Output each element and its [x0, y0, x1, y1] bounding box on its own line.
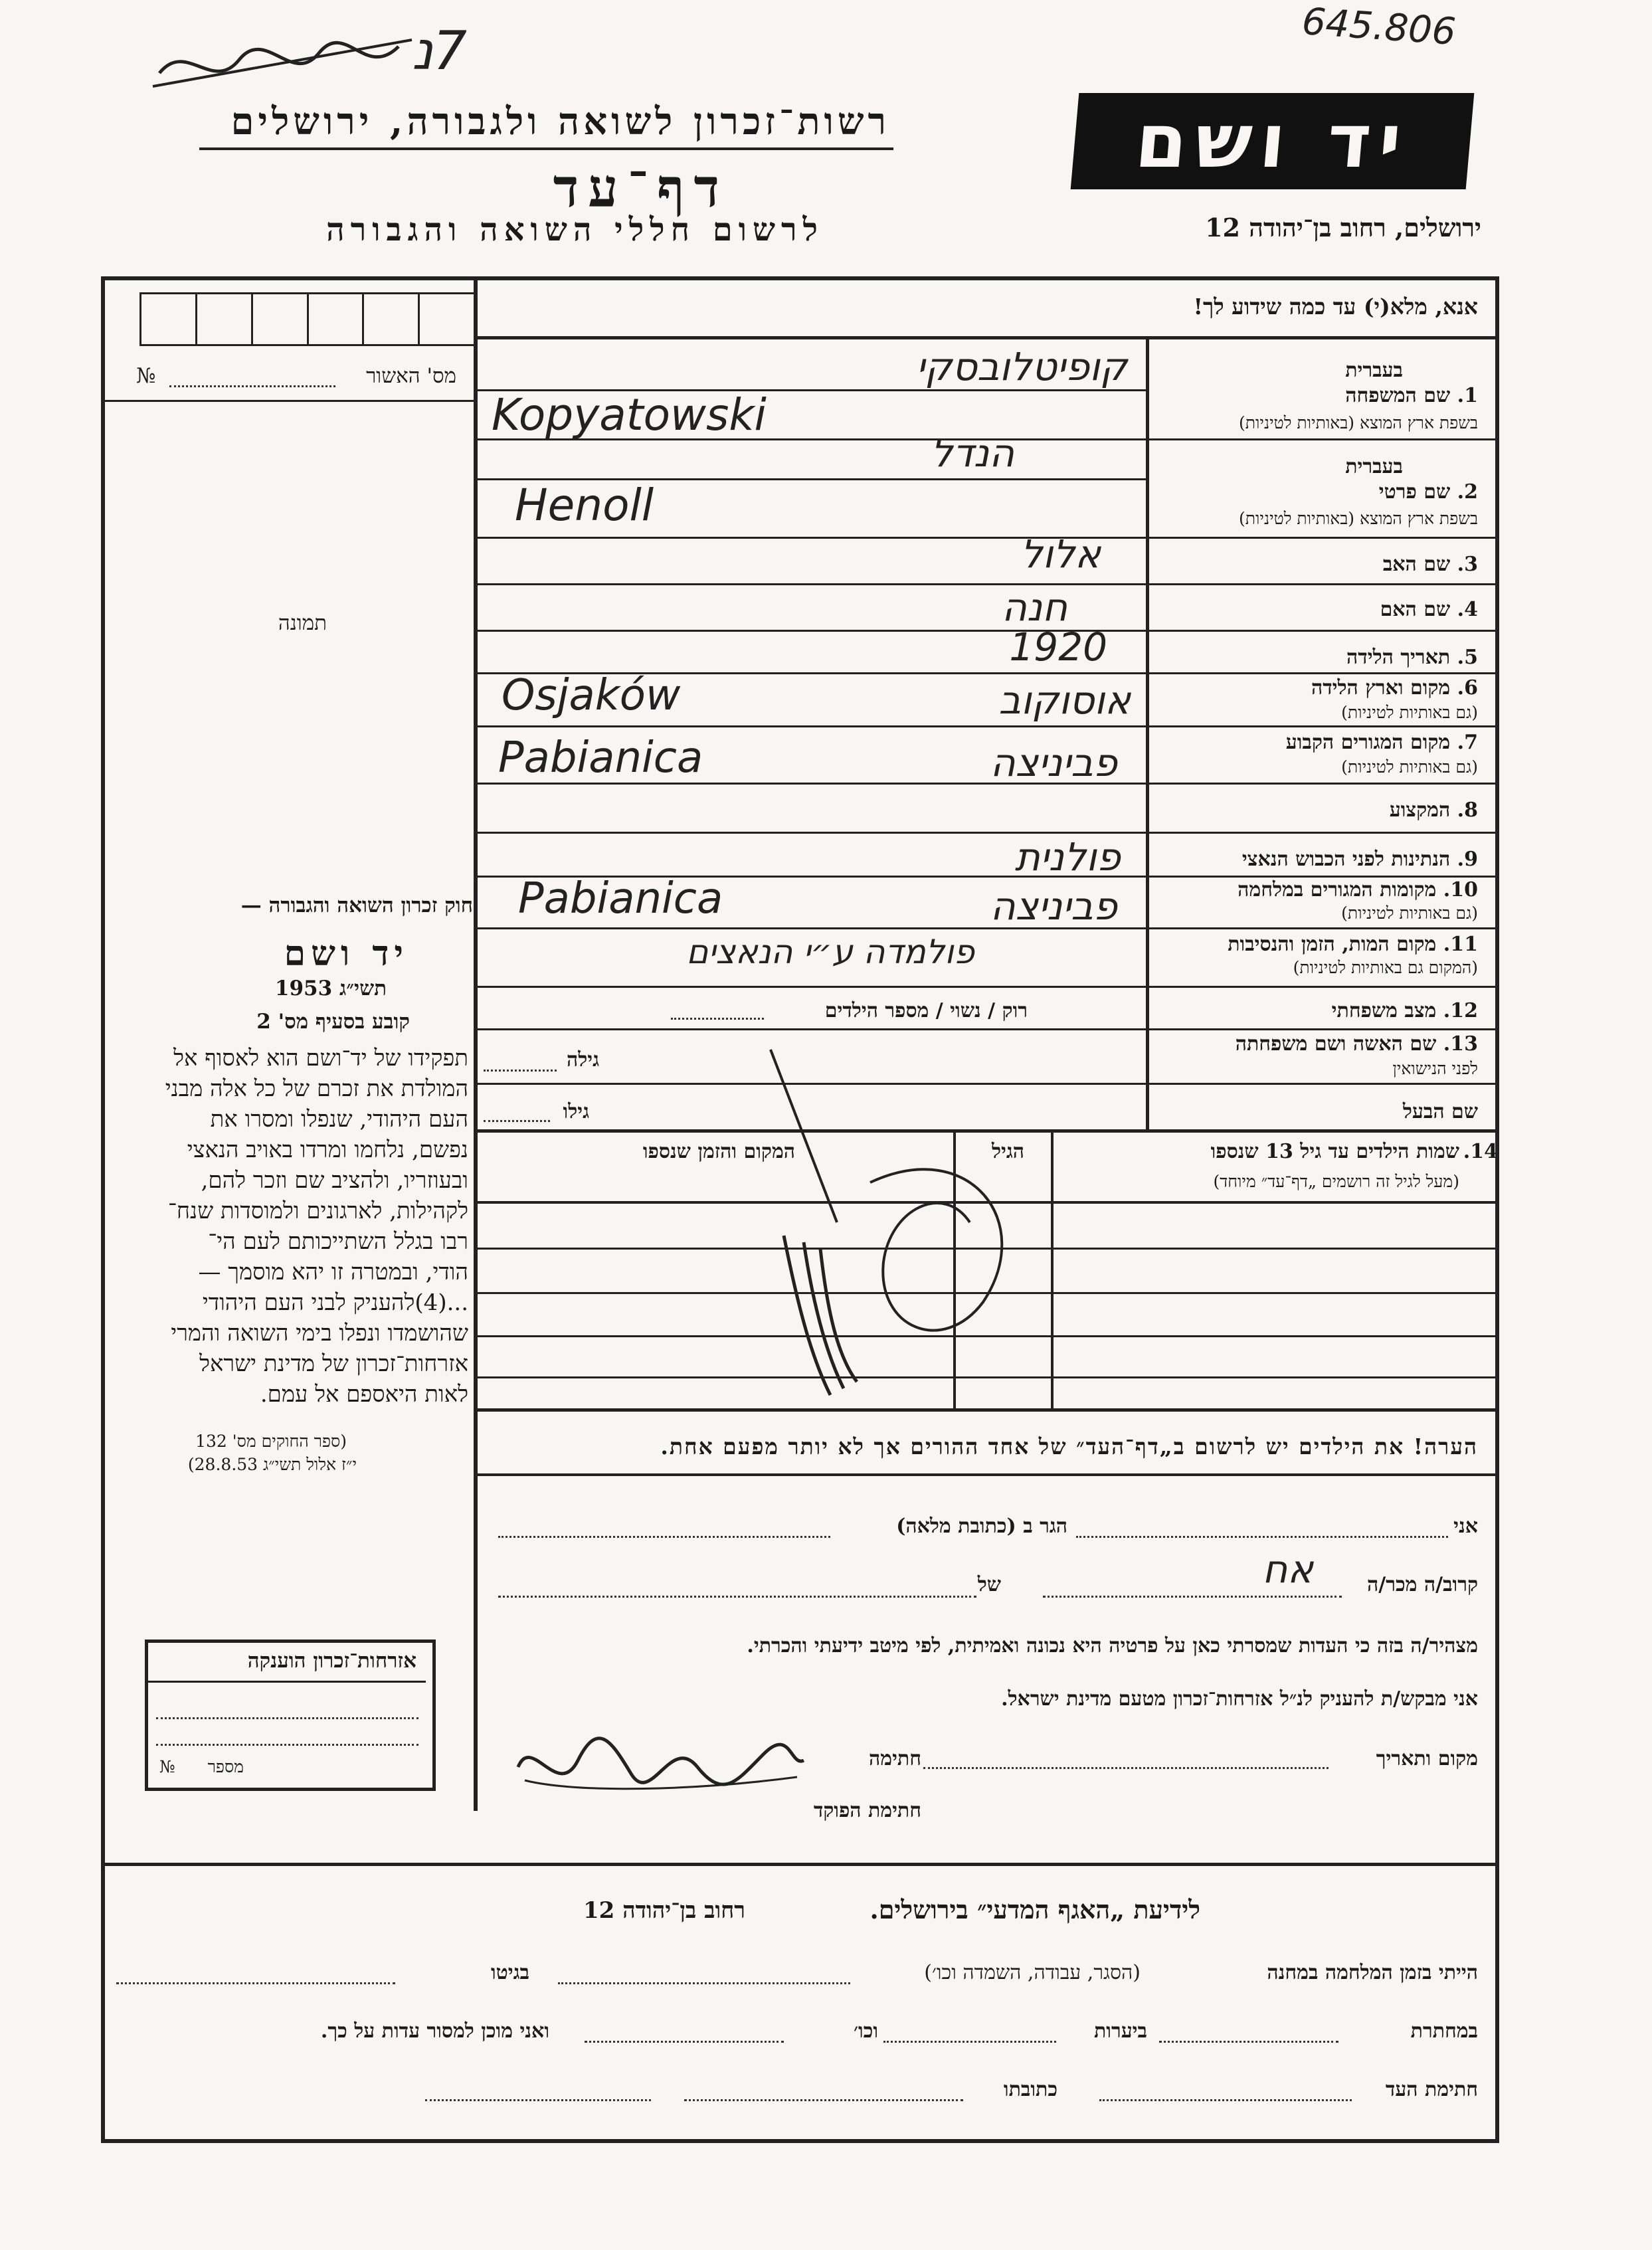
field-11-label — [1228, 933, 1478, 956]
children-note: (מעל לגיל זה רושמים „דף־עד״ מיוחד) — [1213, 1172, 1459, 1191]
camp-types: (הסגר, עבודה, השמדה וכו׳) — [924, 1961, 1141, 1984]
etc-field[interactable] — [585, 2041, 784, 2043]
law-line: אזרחות־זכרון של מדינת ישראל — [199, 1351, 468, 1377]
children-title: שמות הילדים עד גיל 13 שנספו — [1210, 1140, 1459, 1163]
place-date-field[interactable] — [923, 1767, 1329, 1769]
field-2-label — [1379, 480, 1478, 504]
field-6-title: מקום וארץ הלידה — [1311, 676, 1451, 700]
approval-number-sign: № — [136, 364, 156, 388]
field-1-sub: בשפת ארץ המוצא (באותיות לטיניות) — [1239, 413, 1478, 432]
hebrew-label-2: בעברית — [1345, 455, 1403, 478]
family-name-latin[interactable]: Kopyatowski — [492, 389, 767, 440]
residence-hebrew[interactable]: פביניצה — [990, 740, 1117, 785]
law-line: שהושמדו ונפלו בימי השואה והמרי — [171, 1320, 468, 1347]
field-2-number: 2. — [1457, 480, 1478, 504]
field-13-number: 13. — [1443, 1032, 1478, 1056]
war-residence-latin[interactable]: Pabianica — [518, 874, 723, 923]
intro-underline — [478, 336, 1495, 339]
law-text — [96, 1043, 468, 1410]
header-address: ירושלים, רחוב בן־יהודה 12 — [1205, 213, 1481, 242]
law-line: ...(4)להעניק לבני העם היהודי — [202, 1289, 468, 1316]
forests-label: ביערות — [1093, 2019, 1147, 2043]
first-name-hebrew[interactable]: הנדל — [931, 430, 1014, 476]
citizenship-request: אני מבקש/ת להעניק לנ״ל אזרחות־זכרון מטעם מדינת ישראל. — [1001, 1687, 1478, 1711]
field-2-title: שם פרטי — [1378, 480, 1451, 504]
row-divider-13 — [1146, 1083, 1495, 1085]
field-12-label — [1332, 999, 1478, 1022]
authority-underline — [199, 147, 893, 150]
witness-address-field[interactable] — [684, 2099, 963, 2101]
relative-field[interactable] — [1043, 1596, 1342, 1598]
field-4-number: 4. — [1457, 598, 1478, 621]
value-line — [478, 986, 1146, 988]
testimony-statement: ואני מוכן למסור עדות על כך. — [320, 2019, 549, 2043]
birth-place-latin[interactable]: Osjaków — [502, 671, 681, 720]
of-label: של — [977, 1573, 1001, 1596]
place-date-label: מקום ותאריך — [1376, 1747, 1478, 1770]
citizenship-title: אזרחות־זכרון הוענקה — [247, 1649, 416, 1673]
form-intro: אנא, מלא(י) עד כמה שידוע לך! — [1193, 294, 1478, 320]
children-count-field[interactable] — [671, 1018, 764, 1020]
declarant-signature[interactable] — [498, 1714, 810, 1807]
field-1-number: 1. — [1457, 384, 1478, 407]
photo-area[interactable] — [110, 405, 468, 884]
field-1-title: שם המשפחה — [1345, 384, 1451, 407]
field-8-title: המקצוע — [1389, 798, 1451, 822]
field-10-title: מקומות המגורים במלחמה — [1238, 878, 1437, 901]
row-divider-1 — [1146, 438, 1495, 440]
underground-field[interactable] — [1159, 2041, 1338, 2043]
field-13-title: שם האשה ושם משפחתה — [1235, 1032, 1437, 1056]
field-12-number: 12. — [1443, 999, 1478, 1022]
ghetto-field[interactable] — [116, 1982, 395, 1984]
field-8-label — [1390, 798, 1478, 822]
field-13-sub: לפני הנישואין — [1392, 1059, 1478, 1078]
signature-label: חתימה — [869, 1747, 921, 1770]
law-line: לקהילות, לארגונים ולמוסדות שנח־ — [167, 1198, 468, 1224]
forests-field[interactable] — [883, 2041, 1056, 2043]
field-9-number: 9. — [1457, 848, 1478, 871]
citizenship-line-1[interactable] — [156, 1717, 418, 1719]
law-clause: קובע בסעיף מס' 2 — [256, 1010, 410, 1034]
field-5-number: 5. — [1457, 646, 1478, 669]
law-year: תשי״ג 1953 — [274, 977, 387, 1000]
law-line: העם היהודי, שנפלו ומסרו את — [210, 1106, 468, 1133]
field-13-label — [1236, 1032, 1478, 1056]
law-reference-1: (ספר החוקים מס' 132 — [195, 1432, 347, 1451]
field-9-label — [1242, 848, 1478, 871]
row-divider-5 — [1146, 672, 1495, 674]
footer-title: לידיעת „האגף המדעי״ בירושלים. — [870, 1895, 1200, 1924]
field-11-number: 11. — [1443, 933, 1478, 956]
logo-text: יד ושם — [1132, 98, 1413, 185]
row-divider-8 — [1146, 832, 1495, 834]
field-8-number: 8. — [1457, 798, 1478, 822]
citizenship-line-2[interactable] — [156, 1744, 418, 1746]
witness-extra-field[interactable] — [425, 2099, 651, 2101]
witness-signature-field[interactable] — [1099, 2099, 1352, 2101]
field-5-title: תאריך הלידה — [1346, 646, 1451, 669]
row-divider-6 — [1146, 725, 1495, 727]
value-line — [478, 725, 1146, 727]
footer-address: רחוב בן־יהודה 12 — [583, 1897, 745, 1924]
handwritten-scribble — [704, 1023, 1050, 1408]
children-table-bottom — [478, 1408, 1495, 1412]
approval-number-label: מס' האשור — [366, 364, 456, 388]
husband-age-field[interactable] — [484, 1120, 550, 1122]
footer-divider — [101, 1863, 1499, 1866]
law-line: לאות היאספם אל עמם. — [260, 1381, 468, 1408]
value-line — [478, 832, 1146, 834]
yad-vashem-logo — [1071, 93, 1475, 189]
law-line: ובעוזריו, ולהציב שם וזכר להם, — [201, 1167, 468, 1194]
approval-box-strip — [139, 292, 476, 346]
row-divider-2 — [1146, 537, 1495, 539]
field-6-number: 6. — [1457, 676, 1478, 700]
label-column-divider — [1146, 336, 1149, 1130]
approval-number-field[interactable] — [169, 385, 335, 387]
children-number: 14. — [1463, 1140, 1498, 1163]
field-11-sub: (המקום גם באותיות לטיניות) — [1293, 958, 1478, 977]
relative-value[interactable]: אח — [1262, 1547, 1313, 1592]
children-col-divider-2 — [1051, 1131, 1054, 1410]
citizenship-title-underline — [148, 1681, 426, 1683]
field-2-sub: בשפת ארץ המוצא (באותיות לטיניות) — [1239, 509, 1478, 528]
row-divider-9 — [1146, 876, 1495, 878]
field-7-title: מקום המגורים הקבוע — [1285, 731, 1451, 754]
field-4-label — [1380, 598, 1478, 621]
residing-address-field[interactable] — [498, 1536, 830, 1538]
birth-date[interactable]: 1920 — [1009, 624, 1107, 670]
photo-label: תמונה — [278, 611, 327, 635]
mother-name[interactable]: חנה — [1001, 585, 1067, 630]
law-reference-2: י״ז אלול תשי״ג 28.8.53) — [187, 1455, 357, 1474]
law-name: יד ושם — [284, 933, 409, 974]
war-residence-hebrew[interactable]: פביניצה — [990, 884, 1117, 929]
left-column-divider — [474, 276, 478, 1811]
row-divider-3 — [1146, 583, 1495, 585]
row-divider-10 — [1146, 927, 1495, 929]
field-10-number: 10. — [1443, 878, 1478, 901]
document-title: דף־עד — [553, 157, 729, 219]
ghetto-label: בגיטו — [490, 1961, 529, 1984]
citizenship-value[interactable]: פולנית — [1014, 834, 1121, 880]
relative-label: קרוב/ה מכר/ה — [1367, 1573, 1478, 1596]
field-10-label — [1238, 878, 1478, 901]
husband-label: שם הבעל — [1402, 1100, 1478, 1123]
field-3-number: 3. — [1457, 553, 1478, 576]
wife-age-field[interactable] — [484, 1070, 557, 1072]
witness-signature-label: חתימת העד — [1385, 2078, 1478, 2101]
field-9-title: הנתינות לפני הכבוש הנאצי — [1241, 848, 1451, 871]
etc-label: וכו׳ — [854, 2019, 878, 2043]
wife-age-label: גילה — [566, 1048, 599, 1072]
family-status-options: רוק / נשוי / מספר הילדים — [824, 999, 1028, 1022]
citizenship-number-label: מספר — [207, 1757, 244, 1776]
archive-number: 645.806 — [1301, 0, 1457, 54]
authority-title: רשות־זכרון לשואה ולגבורה, ירושלים — [230, 100, 890, 143]
row-divider-12 — [1146, 1028, 1495, 1030]
field-3-label — [1383, 553, 1478, 576]
field-11-title: מקום המות, הזמן והנסיבות — [1228, 933, 1437, 956]
law-title: חוק זכרון השואה והגבורה — — [240, 893, 473, 917]
camp-field[interactable] — [558, 1982, 850, 1984]
residence-latin[interactable]: Pabianica — [498, 733, 703, 783]
death-place-value[interactable]: פולמדה ע״י הנאצים — [686, 933, 974, 971]
top-scribble — [146, 27, 425, 100]
law-line: המולדת את זכרם של כל אלה מבני — [165, 1076, 468, 1102]
law-line: נפשם, נלחמו ומרדו באויב הנאצי — [187, 1137, 468, 1163]
field-3-title: שם האב — [1382, 553, 1451, 576]
children-place-column: המקום והזמן שנספו — [642, 1140, 795, 1163]
declarant-label: אני — [1453, 1515, 1478, 1538]
family-name-hebrew[interactable]: קופיטלובסקי — [916, 344, 1127, 389]
field-7-sub: (גם באותיות לטיניות) — [1341, 757, 1478, 777]
children-note-remark: הערה! את הילדים יש לרשום ב„דף־העד״ של אחד ההורים אך לא יותר מפעם אחת. — [660, 1434, 1478, 1459]
witness-address-label: כתובתו — [1003, 2078, 1057, 2101]
birth-place-hebrew[interactable]: אוסוקוב — [998, 678, 1131, 723]
law-line: תפקידו של יד־ושם הוא לאסוף אל — [173, 1045, 468, 1072]
row-divider-11 — [1146, 986, 1495, 988]
declarant-name-field[interactable] — [1076, 1536, 1448, 1538]
field-6-label — [1311, 676, 1478, 700]
note-underline — [478, 1473, 1495, 1476]
declaration-statement: מצהיר/ה בזה כי העדות שמסרתי כאן על פרטיה היא נכונה ואמיתית, לפי מיטב ידיעתי והכרתי. — [747, 1634, 1478, 1657]
field-1-label — [1345, 384, 1478, 407]
document-subtitle: לרשום חללי השואה והגבורה — [326, 211, 824, 248]
hebrew-label-1: בעברית — [1345, 359, 1403, 382]
row-divider-7 — [1146, 783, 1495, 785]
top-marks: 7נ — [412, 20, 467, 82]
husband-age-label: גילו — [563, 1100, 589, 1123]
law-line: רבו בגלל השתייכותם לעם הי־ — [208, 1228, 468, 1255]
field-5-label — [1346, 646, 1478, 669]
field-4-title: שם האם — [1380, 598, 1451, 621]
children-age-column: הגיל — [991, 1140, 1024, 1163]
officer-signature-label: חתימת הפוקד — [813, 1799, 921, 1822]
father-name[interactable]: אלול — [1020, 531, 1101, 577]
underground-label: במחתרת — [1410, 2019, 1478, 2043]
citizenship-number-sign: № — [159, 1757, 175, 1776]
residing-label: הגר ב (כתובת מלאה) — [896, 1515, 1067, 1538]
field-10-sub: (גם באותיות לטיניות) — [1341, 903, 1478, 923]
of-field[interactable] — [498, 1596, 976, 1598]
field-7-label — [1286, 731, 1478, 754]
field-6-sub: (גם באותיות לטיניות) — [1341, 703, 1478, 722]
approval-row-divider — [105, 400, 474, 402]
row-divider-4 — [1146, 630, 1495, 632]
camp-label: הייתי בזמן המלחמה במחנה — [1267, 1961, 1478, 1984]
field-12-title: מצב משפחתי — [1331, 999, 1437, 1022]
field-7-number: 7. — [1457, 731, 1478, 754]
first-name-latin[interactable]: Henoll — [515, 480, 654, 531]
law-line: הודי, ובמטרה זו יהא מוסמך — — [198, 1259, 468, 1285]
